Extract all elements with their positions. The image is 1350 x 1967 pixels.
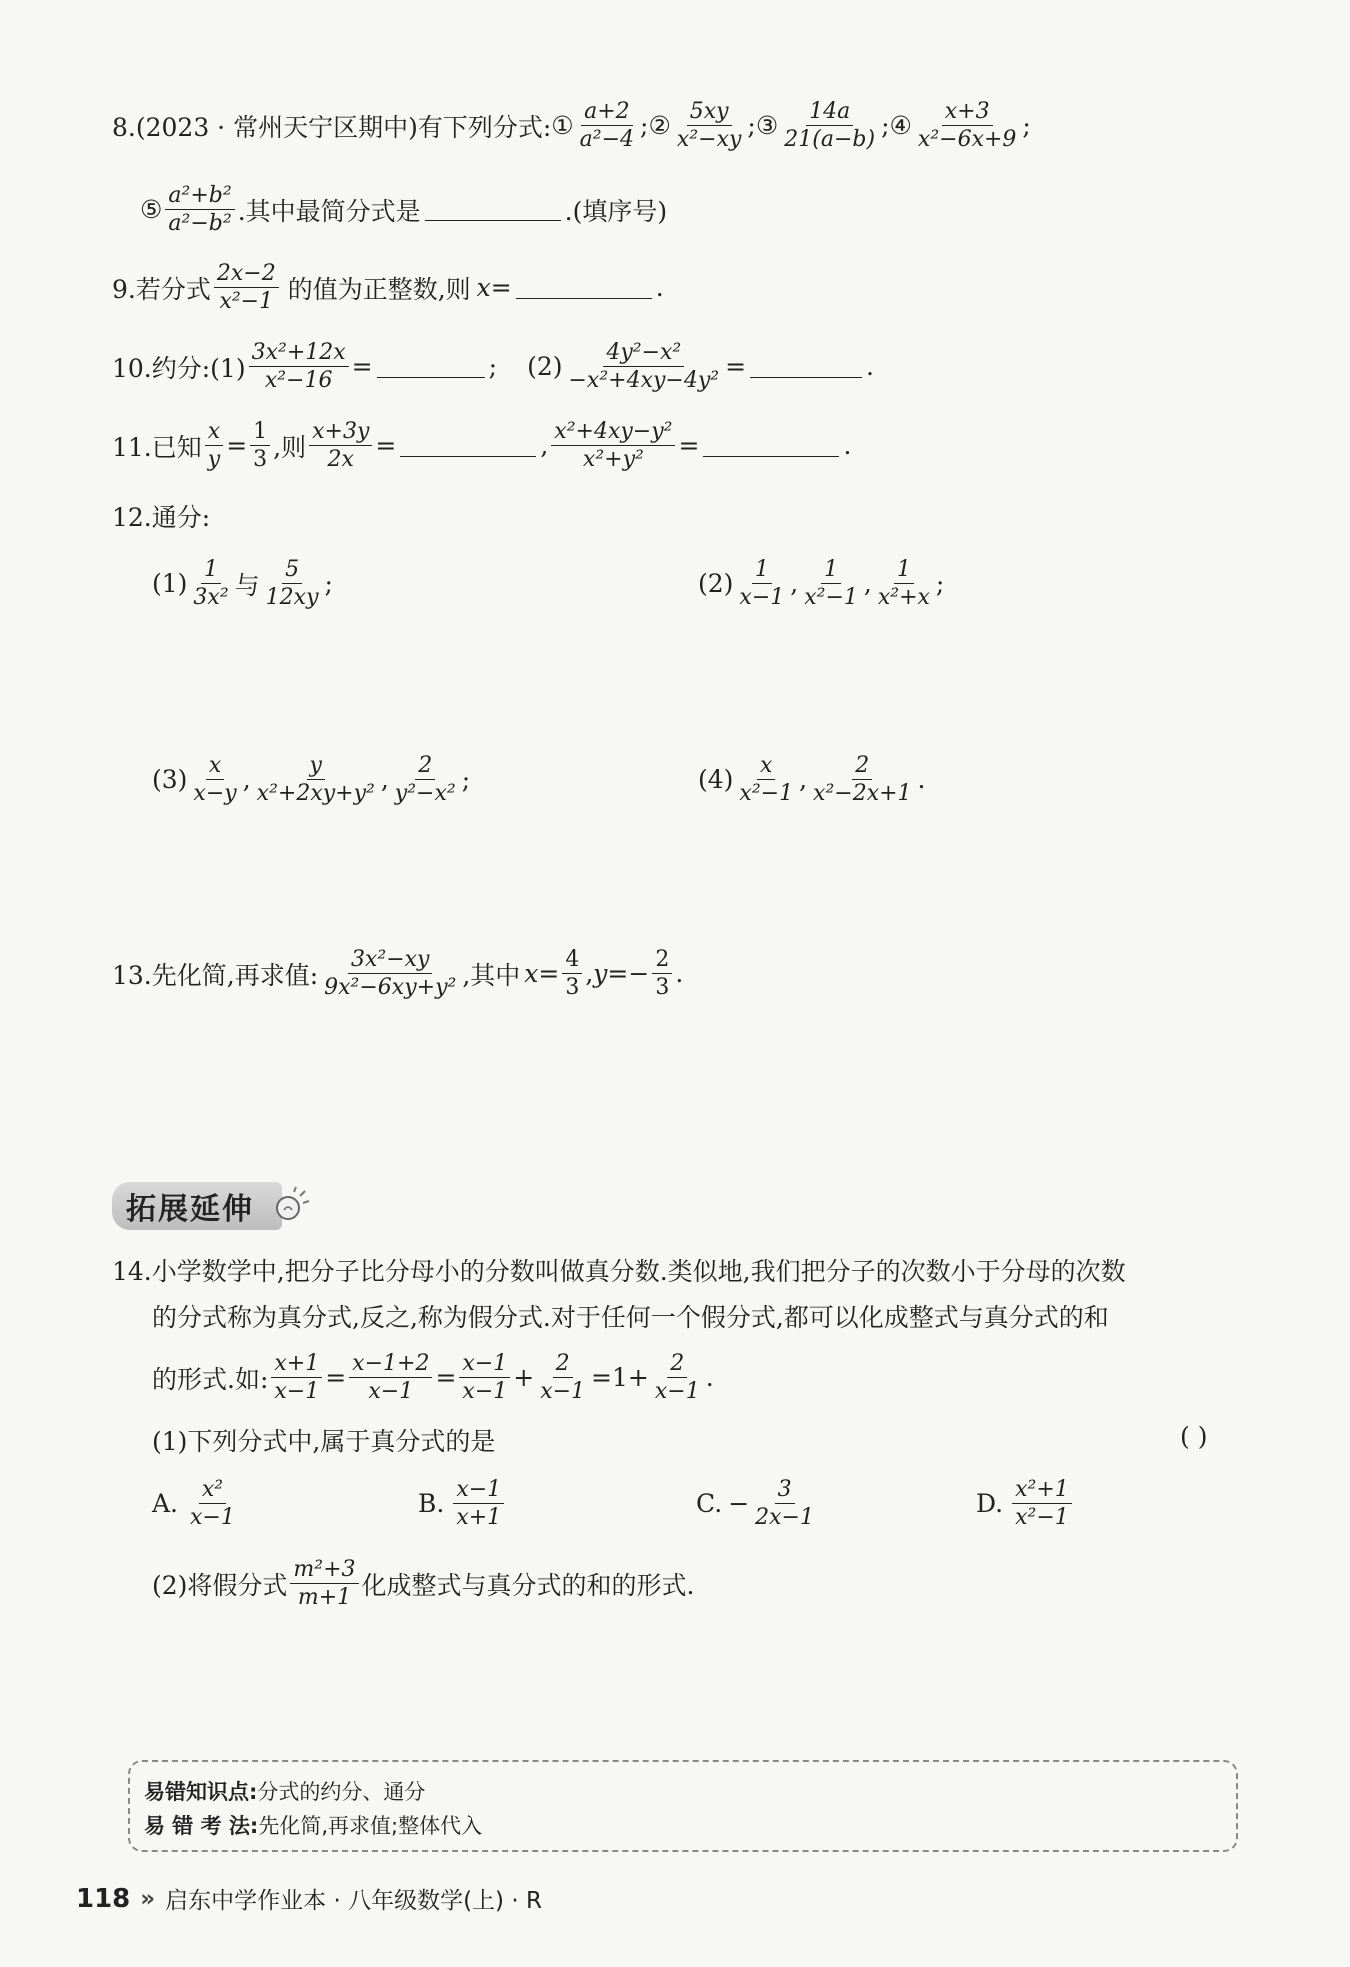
question-10: 10.约分:(1) $\frac{\text{3x²+12x}}{\text{x²−16}}$ = ; (2) $\frac{\text{4y²−x²}}{\text{−x²+4xy−4y²}}$ = . (112, 340, 874, 394)
option-d[interactable]: D. $\frac{\text{x²+1}}{\text{x²−1}}$ (976, 1478, 1075, 1529)
question-13: 13.先化简,再求值: $\frac{\text{3x²−xy}}{\text{9x²−6xy+y²}}$ ,其中 x = $\frac{4}{3}$ , y =− $\frac{2}{3}$ . (112, 947, 684, 1001)
q12-2-fraction-a: $\frac{1}{x-1}$ (739, 557, 785, 611)
q13-x-value: $\frac{4}{3}$ (562, 948, 582, 999)
q12-3-fraction-b: $\frac{y}{\text{x²+2xy+y²}}$ (256, 753, 375, 807)
q11-fraction-1: $\frac{x+3y}{2x}$ (309, 420, 372, 471)
q8-fraction-5: $\frac{\text{a²+b²}}{\text{a²−b²}}$ (165, 184, 234, 235)
q11-fraction-2: $\frac{\text{x²+4xy−y²}}{\text{x²+y²}}$ (551, 420, 675, 471)
option-c[interactable]: C. − $\frac{3}{2x-1}$ (696, 1478, 820, 1529)
question-11: 11.已知 $\frac{x}{y}$ = $\frac{1}{3}$ ,则 $\frac{x+3y}{2x}$ = , $\frac{\text{x²+4xy−y²}}{\text{x²+y²}}$ = . (112, 419, 852, 473)
q14-example-fraction-2: $\frac{x-1+2}{x-1}$ (349, 1352, 432, 1403)
q8-mark-4: ④ (889, 111, 912, 141)
q9-fraction: $\frac{2x-2}{\text{x²−1}}$ (214, 262, 279, 313)
question-12-part-1: (1) $\frac{1}{\text{3x²}}$ 与 $\frac{5}{12xy}$ ; (152, 557, 333, 611)
q14-example-fraction-4: $\frac{2}{x-1}$ (540, 1351, 586, 1405)
question-12-part-4: (4) $\frac{x}{\text{x²−1}}$ , $\frac{2}{\text{x²−2x+1}}$ . (698, 753, 926, 807)
option-b-fraction: $\frac{x-1}{x+1}$ (453, 1478, 504, 1529)
question-14-part-1: (1)下列分式中,属于真分式的是 (152, 1427, 496, 1456)
page-footer (76, 1882, 542, 1915)
option-a[interactable]: A. $\frac{\text{x²}}{x-1}$ (152, 1478, 241, 1529)
question-8-cont: ⑤ $\frac{\text{a²+b²}}{\text{a²−b²}}$ .其中最简分式是 .(填序号) (140, 183, 668, 237)
q12-1-fraction-b: $\frac{5}{12xy}$ (265, 557, 319, 611)
option-a-fraction: $\frac{\text{x²}}{x-1}$ (190, 1477, 235, 1531)
q8-fraction-3: $\frac{14a}{21(a-b)}$ (784, 99, 876, 153)
q8-mark-2: ② (648, 111, 671, 141)
q8-mark-1: ① (551, 111, 574, 141)
note-row-1: 易错知识点:分式的约分、通分 (144, 1780, 426, 1804)
q8-mark-5: ⑤ (140, 195, 163, 225)
question-12-title: 12.通分: (112, 503, 211, 532)
q10-fraction-2: $\frac{\text{4y²−x²}}{\text{−x²+4xy−4y²}}$ (568, 340, 720, 394)
q9-answer-blank[interactable] (516, 276, 652, 299)
option-c-fraction: $\frac{3}{2x-1}$ (755, 1477, 814, 1531)
note-row-2: 易 错 考 法:先化简,再求值;整体代入 (144, 1814, 483, 1838)
q11-ratio: $\frac{x}{y}$ (205, 420, 223, 471)
question-9: 9.若分式 $\frac{2x-2}{\text{x²−1}}$ 的值为正整数,则 x = . (112, 261, 664, 315)
q12-3-fraction-c: $\frac{2}{\text{y²−x²}}$ (394, 753, 456, 807)
question-14-part-2: (2)将假分式 $\frac{\text{m²+3}}{m+1}$ 化成整式与真分式的和的形式. (152, 1557, 695, 1611)
question-8: 8.(2023 · 常州天宁区期中)有下列分式: ① $\frac{a+2}{\text{a²−4}}$ ; ② $\frac{5xy}{\text{x²−xy}}$ ; ③ $\frac{14a}{21(a-b)}$ ; ④ $\frac{x+3}{\text{x²−6x+9}}$ ; (112, 99, 1031, 153)
section-title: 拓展延伸 (126, 1192, 254, 1227)
q12-2-fraction-b: $\frac{1}{\text{x²−1}}$ (804, 557, 858, 611)
lightbulb-icon (270, 1186, 310, 1226)
q8-fraction-2: $\frac{5xy}{\text{x²−xy}}$ (676, 99, 742, 153)
chevron-right-icon: » (140, 1885, 156, 1912)
question-14-line-2: 的分式称为真分式,反之,称为假分式.对于任何一个假分式,都可以化成整式与真分式的和 (152, 1303, 1109, 1332)
q14-part-2-fraction: $\frac{\text{m²+3}}{m+1}$ (290, 1558, 358, 1609)
q10-answer-blank-1[interactable] (377, 355, 485, 378)
q11-answer-blank-1[interactable] (400, 434, 536, 457)
page-number: 118 (76, 1883, 131, 1914)
q10-answer-blank-2[interactable] (750, 355, 862, 378)
question-14-example: 的形式.如: $\frac{x+1}{x-1}$ = $\frac{x-1+2}{x-1}$ = $\frac{x-1}{x-1}$ + $\frac{2}{x-1}$ =1+ $\frac{2}{x-1}$ . (152, 1351, 714, 1405)
question-12-part-2: (2) $\frac{1}{x-1}$ , $\frac{1}{\text{x²−1}}$ , $\frac{1}{\text{x²+x}}$ ; (698, 557, 945, 611)
question-14-line-1: 14.小学数学中,把分子比分母小的分数叫做真分数.类似地,我们把分子的次数小于分母的次数 (112, 1257, 1126, 1286)
q12-2-fraction-c: $\frac{1}{\text{x²+x}}$ (877, 557, 930, 611)
book-title: 启东中学作业本 · 八年级数学(上) · R (165, 1888, 542, 1914)
question-12-part-3: (3) $\frac{x}{x-y}$ , $\frac{y}{\text{x²+2xy+y²}}$ , $\frac{2}{\text{y²−x²}}$ ; (152, 753, 471, 807)
q8-fraction-1: $\frac{a+2}{\text{a²−4}}$ (579, 99, 635, 153)
q13-y-value: $\frac{2}{3}$ (652, 948, 672, 999)
q12-4-fraction-b: $\frac{2}{\text{x²−2x+1}}$ (813, 753, 912, 807)
q11-answer-blank-2[interactable] (703, 434, 839, 457)
answer-choice-parentheses[interactable]: ( ) (1180, 1422, 1208, 1451)
q14-example-fraction-5: $\frac{2}{x-1}$ (654, 1351, 700, 1405)
q8-fraction-4: $\frac{x+3}{\text{x²−6x+9}}$ (917, 99, 1017, 153)
q12-1-fraction-a: $\frac{1}{\text{3x²}}$ (193, 557, 229, 611)
q12-4-fraction-a: $\frac{x}{\text{x²−1}}$ (739, 753, 794, 807)
q11-one-third: $\frac{1}{3}$ (250, 420, 270, 471)
q13-fraction: $\frac{\text{3x²−xy}}{\text{9x²−6xy+y²}}$ (324, 947, 457, 1001)
section-badge (112, 1182, 282, 1230)
q12-3-fraction-a: $\frac{x}{x-y}$ (193, 753, 237, 807)
q8-answer-blank[interactable] (425, 198, 561, 221)
q8-mark-3: ③ (755, 111, 779, 141)
q14-example-fraction-3: $\frac{x-1}{x-1}$ (459, 1352, 510, 1403)
q10-fraction-1: $\frac{\text{3x²+12x}}{\text{x²−16}}$ (249, 341, 349, 392)
option-b[interactable]: B. $\frac{x-1}{x+1}$ (418, 1478, 507, 1529)
q8-prefix: 8.(2023 · 常州天宁区期中)有下列分式: (112, 112, 552, 142)
option-d-fraction: $\frac{\text{x²+1}}{\text{x²−1}}$ (1012, 1478, 1072, 1529)
q14-example-fraction-1: $\frac{x+1}{x-1}$ (271, 1352, 322, 1403)
error-prone-note-box (128, 1760, 1238, 1852)
